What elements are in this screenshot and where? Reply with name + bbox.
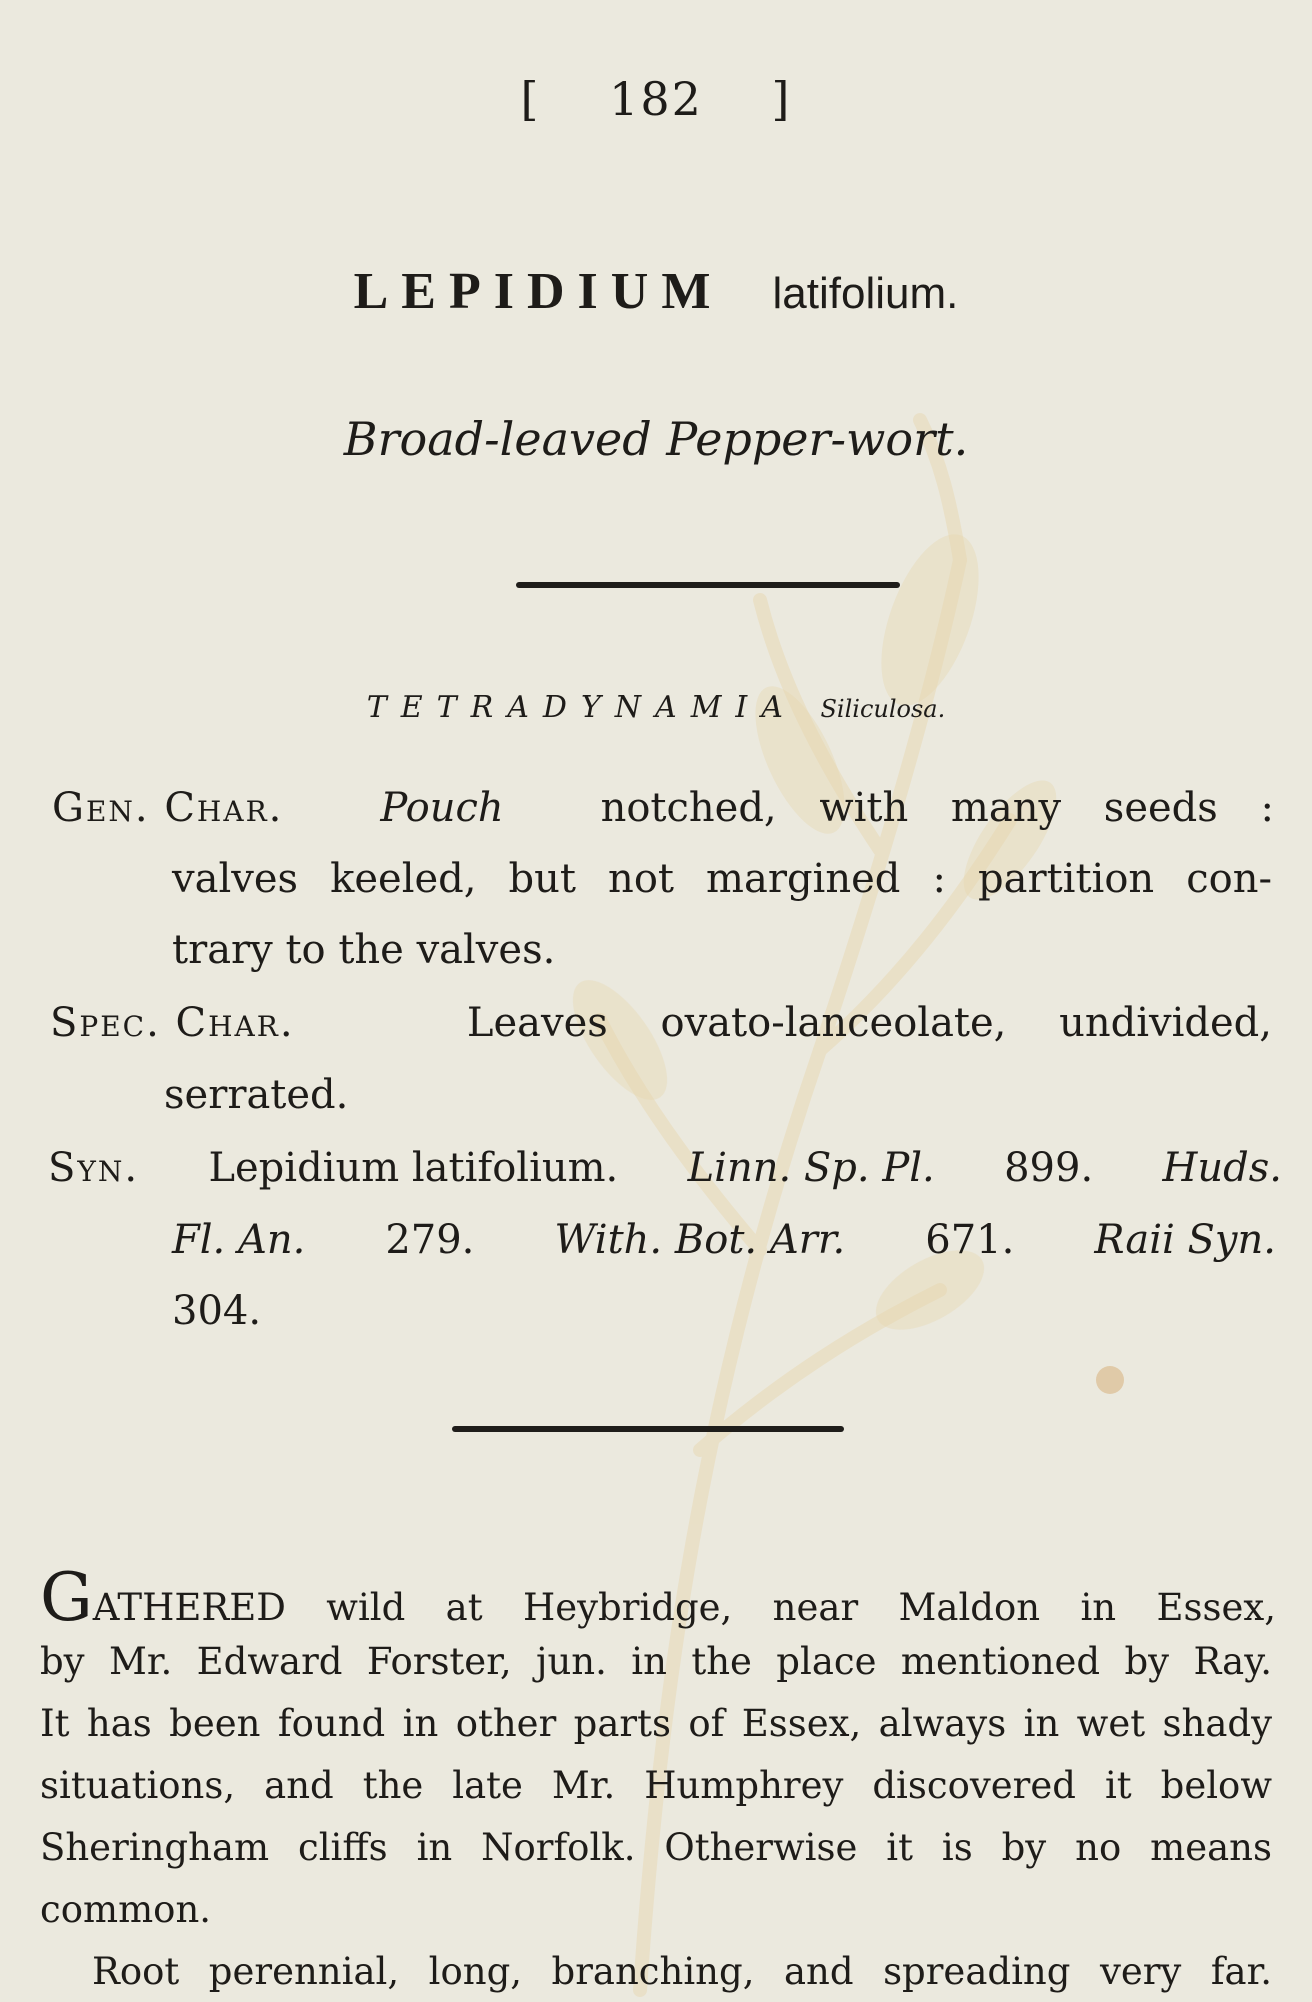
syn-line-2	[172, 1217, 1276, 1263]
syn-ref-linnaeus: Linn. Sp. Pl.	[687, 1145, 935, 1191]
gen-char-line-1	[52, 785, 1274, 831]
body-line-4: situations, and the late Mr. Humphrey discovered it below	[40, 1764, 1272, 1807]
syn-name: Lepidium latifolium.	[208, 1145, 619, 1191]
gen-char-line-2: valves keeled, but not margined : partition con-	[172, 856, 1272, 902]
page-number-header	[0, 72, 1312, 126]
page-number: 182	[609, 72, 703, 126]
body-line-1-text: ATHERED wild at Heybridge, near Maldon in Essex,	[92, 1586, 1276, 1629]
body-line-1	[40, 1559, 1276, 1636]
syn-num-279: 279.	[385, 1217, 475, 1263]
common-name: Broad-leaved Pepper-wort.	[343, 412, 969, 466]
syn-ref-flora-anglica: Fl. An.	[172, 1217, 306, 1263]
body-line-6: common.	[40, 1888, 212, 1931]
spec-char-line1-text: Leaves ovato-lanceolate, undivided,	[466, 1000, 1272, 1046]
syn-num-671: 671.	[925, 1217, 1015, 1263]
spec-char-line-2: serrated.	[164, 1072, 349, 1118]
bracket-left: [	[520, 72, 541, 126]
spec-char-line-1	[50, 1000, 1272, 1046]
bracket-right: ]	[771, 72, 792, 126]
spec-char-label: Spec. Char.	[50, 1000, 295, 1046]
body-line-2: by Mr. Edward Forster, jun. in the place mentioned by Ray.	[40, 1640, 1272, 1683]
gen-char-label: Gen. Char.	[52, 785, 284, 831]
species-title	[0, 262, 1312, 321]
syn-line-3: 304.	[172, 1288, 262, 1334]
body-line-7: Root perennial, long, branching, and spreading very far.	[92, 1950, 1272, 1993]
class-name: TETRADYNAMIA	[366, 690, 797, 725]
syn-ref-ray: Raii Syn.	[1094, 1217, 1276, 1263]
syn-ref-hudson: Huds.	[1162, 1145, 1282, 1191]
gen-char-term: Pouch	[380, 785, 504, 831]
order-name: Siliculosa.	[820, 695, 946, 723]
drop-cap: G	[40, 1559, 93, 1636]
species-epithet: latifolium.	[772, 269, 959, 318]
body-line-3: It has been found in other parts of Essex, always in wet shady	[40, 1702, 1272, 1745]
syn-ref-withering: With. Bot. Arr.	[554, 1217, 846, 1263]
genus-name: LEPIDIUM	[353, 263, 724, 320]
syn-label: Syn.	[48, 1145, 140, 1191]
body-line-5: Sheringham cliffs in Norfolk. Otherwise it is by no means	[40, 1826, 1272, 1869]
syn-num-899: 899.	[1004, 1145, 1094, 1191]
divider-rule-bottom	[452, 1426, 844, 1432]
gen-char-line-3: trary to the valves.	[172, 927, 556, 973]
gen-char-line1-text: notched, with many seeds :	[600, 785, 1274, 831]
divider-rule-top	[516, 582, 900, 588]
linnaean-classification	[0, 690, 1312, 725]
syn-line-1	[48, 1145, 1282, 1191]
